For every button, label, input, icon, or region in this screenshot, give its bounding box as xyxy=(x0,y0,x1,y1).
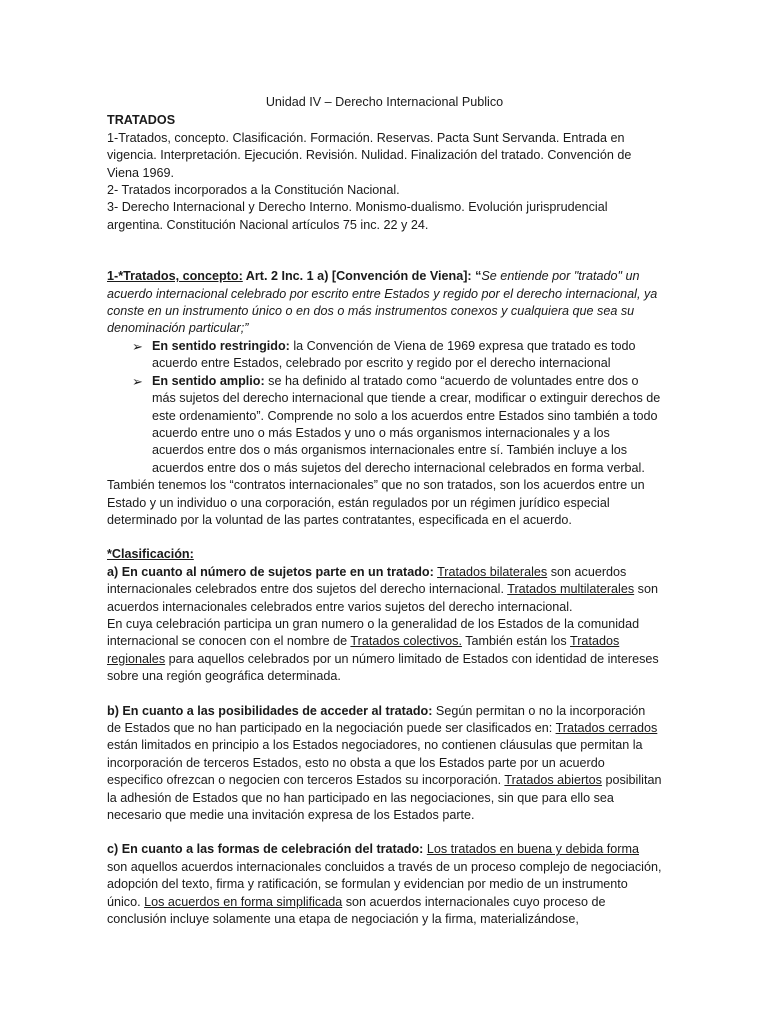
sentido-list xyxy=(107,338,662,477)
text-run: están limitados en principio a los Estados negociadores, no contienen cláusulas que permitan la incorporación de terceros Estados, esto no obsta a que los Estados parte por un acuerdo especifico ofrezcan o negocien con terceros Estados su incorporación. xyxy=(107,738,643,788)
text-run: También están los xyxy=(461,634,571,649)
concepto-label: 1-*Tratados, concepto: xyxy=(107,269,243,284)
document-title: Unidad IV – Derecho Internacional Publico xyxy=(265,95,504,109)
text-run: son acuerdos internacionales cuyo proceso de conclusión incluye solamente una etapa de negociación y la firma, materializándose, xyxy=(107,894,606,927)
text-run: posibilitan la adhesión de Estados que no han participado en las negociaciones, sin que para ello sea necesario que medie una invitación expresa de los Estados parte. xyxy=(107,773,662,823)
toc-item-3: 3- Derecho Internacional y Derecho Interno. Monismo-dualismo. Evolución jurisprudencial argentina. Constitución Nacional artículos 75 inc. 22 y 24. xyxy=(107,200,608,232)
arrow-bullet-icon: ➢ xyxy=(132,373,143,389)
bullet-label: En sentido restringido: xyxy=(152,338,290,353)
text-run: para aquellos celebrados por un número limitado de Estados con identidad de intereses sobre una región geográfica determinada. xyxy=(107,651,659,684)
list-item xyxy=(132,373,662,477)
term-cerrados: Tratados cerrados xyxy=(555,721,658,735)
term-multilaterales: Tratados multilaterales xyxy=(507,582,635,597)
bullet-text: la Convención de Viena de 1969 expresa que tratado es todo acuerdo entre Estados, celebrado por escrito y regido por el derecho internacional xyxy=(152,338,636,371)
term-forma-simplificada: Los acuerdos en forma simplificada xyxy=(144,894,343,909)
term-buena-forma: Los tratados en buena y debida forma xyxy=(426,842,639,857)
text-run: son acuerdos internacionales celebrados entre dos sujetos del derecho internacional. xyxy=(107,564,627,597)
clasificacion-b-paragraph xyxy=(107,703,662,825)
toc-item-1: 1-Tratados, concepto. Clasificación. Formación. Reservas. Pacta Sunt Servanda. Entrada en vigencia. Interpretación. Ejecución. Revisión. Nulidad. Finalización del tratado. Convención de Viena 1969. xyxy=(107,130,632,180)
arrow-bullet-icon: ➢ xyxy=(132,338,143,354)
concepto-paragraph xyxy=(107,268,662,338)
clasificacion-b-label: b) En cuanto a las posibilidades de acceder al tratado: xyxy=(107,703,433,718)
list-item xyxy=(132,338,662,373)
term-regionales: Tratados regionales xyxy=(107,634,620,666)
concepto-quote: Se entiende por "tratado" un acuerdo internacional celebrado por escrito entre Estados y regido por el derecho internacional, ya conste en un instrumento único o en dos o más instrumentos conexos y cualquiera que sea su denominación particular;” xyxy=(107,269,658,336)
text-run: Según permitan o no la incorporación de Estados que no han participado en la negociación puede ser clasificados en: xyxy=(107,703,646,735)
contratos-paragraph: También tenemos los “contratos internacionales” que no son tratados, son los acuerdos entre un Estado y un individuo o una corporación, están regulados por un régimen jurídico especial determinado por la voluntad de las partes contratantes, especificada en el acuerdo. xyxy=(107,478,645,527)
clasificacion-c-label: c) En cuanto a las formas de celebración del tratado: xyxy=(107,842,424,857)
clasificacion-a-continued xyxy=(107,616,662,686)
concepto-reference: Art. 2 Inc. 1 a) [Convención de Viena]: “ xyxy=(242,269,482,284)
clasificacion-heading xyxy=(107,546,662,563)
bullet-text: se ha definido al tratado como “acuerdo de voluntades entre dos o más sujetos del derecho internacional que tiende a crear, modificar o extinguir derechos de este ordenamiento”. Comprende no solo a los acuerdos entre Estados sino también a todo acuerdo entre uno o más Estados y uno o más organismos internacionales y a los acuerdos entre dos o más organismos internacionales entre sí. También incluye a los acuerdos entre dos o más sujetos del derecho internacional celebrados en forma verbal. xyxy=(152,373,661,475)
text-run: son acuerdos internacionales celebrados entre varios sujetos del derecho internacional. xyxy=(107,582,658,614)
clasificacion-heading-text: *Clasificación: xyxy=(107,547,194,562)
bullet-label: En sentido amplio: xyxy=(152,373,265,388)
term-colectivos: Tratados colectivos. xyxy=(350,634,462,649)
document-body xyxy=(107,94,662,928)
text-run: son aquellos acuerdos internacionales concluidos a través de un proceso complejo de negociación, adopción del texto, firma y ratificación, se formulan y evidencian por medio de un instrumento único. xyxy=(107,859,662,909)
toc-item-2: 2- Tratados incorporados a la Constitución Nacional. xyxy=(107,183,400,198)
section-heading: TRATADOS xyxy=(107,113,176,128)
term-bilaterales: Tratados bilaterales xyxy=(437,564,548,579)
term-abiertos: Tratados abiertos xyxy=(504,773,602,788)
text-run: En cuya celebración participa un gran numero o la generalidad de los Estados de la comunidad internacional se conocen con el nombre de xyxy=(107,616,640,649)
clasificacion-a-label: a) En cuanto al número de sujetos parte en un tratado: xyxy=(107,564,434,579)
clasificacion-c-paragraph xyxy=(107,841,662,928)
clasificacion-a-paragraph xyxy=(107,564,662,616)
